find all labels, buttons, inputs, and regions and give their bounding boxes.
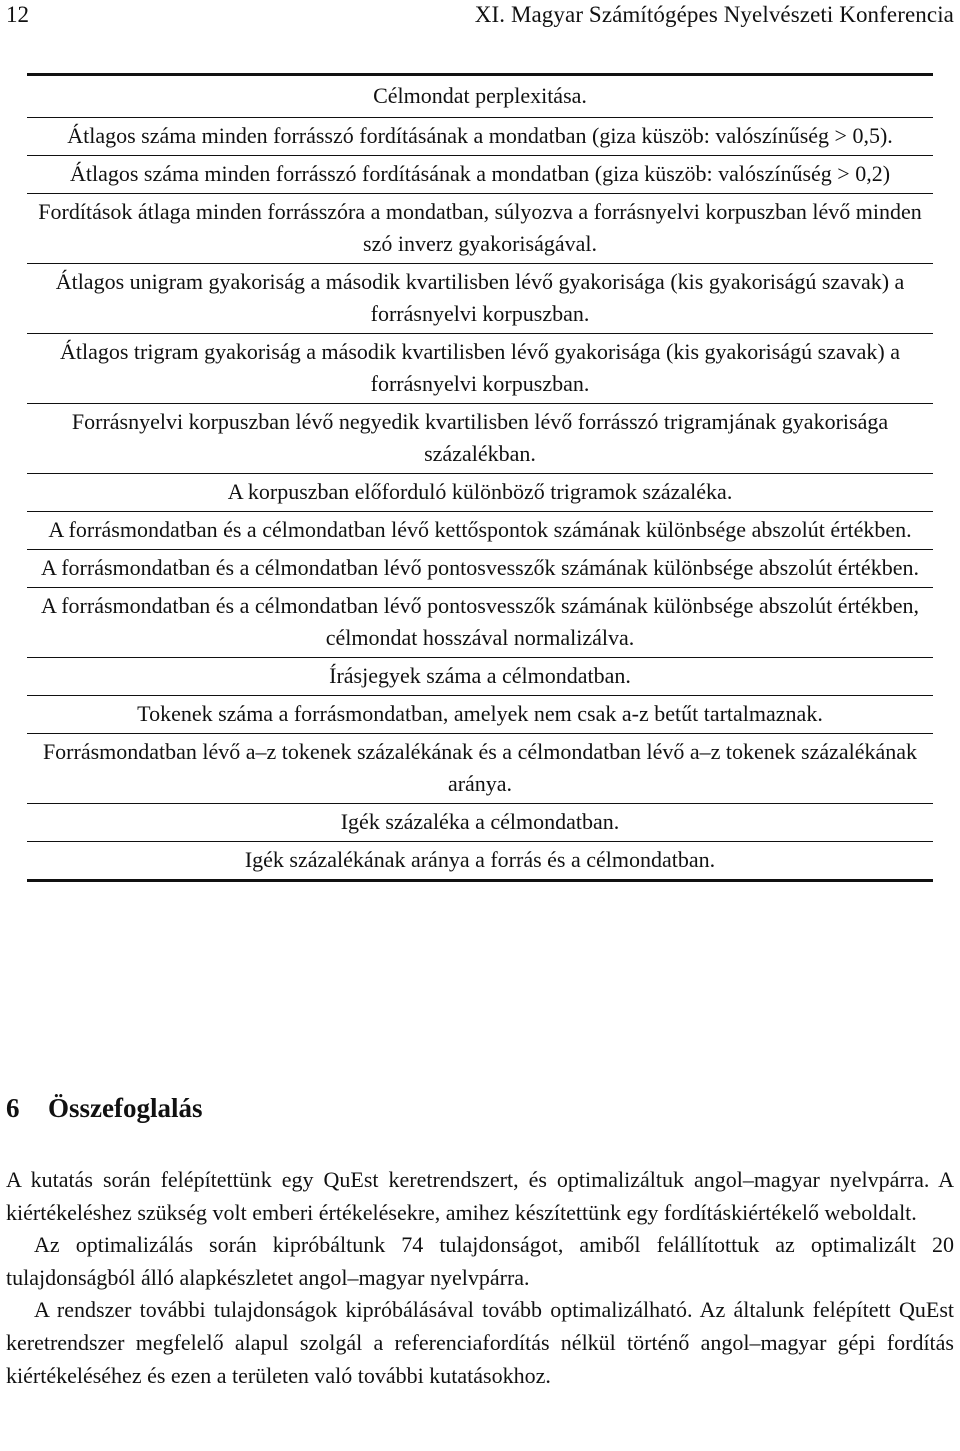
running-header bbox=[6, 0, 954, 34]
table-row: Forrásnyelvi korpuszban lévő negyedik kvartilisben lévő forrásszó trigramjának gyakorisága százalékban. bbox=[27, 404, 933, 474]
section-heading bbox=[6, 1088, 203, 1128]
table-row: Átlagos száma minden forrásszó fordításának a mondatban (giza küszöb: valószínűség > 0,5). bbox=[27, 118, 933, 156]
table-row: Átlagos unigram gyakoriság a második kvartilisben lévő gyakorisága (kis gyakoriságú szavak) a forrásnyelvi korpuszban. bbox=[27, 264, 933, 334]
conference-title: XI. Magyar Számítógépes Nyelvészeti Konferencia bbox=[474, 2, 954, 27]
table-row: Írásjegyek száma a célmondatban. bbox=[27, 658, 933, 696]
table-row: Átlagos trigram gyakoriság a második kvartilisben lévő gyakorisága (kis gyakoriságú szavak) a forrásnyelvi korpuszban. bbox=[27, 334, 933, 404]
feature-table bbox=[27, 73, 933, 882]
paragraph: A rendszer további tulajdonságok kipróbálásával tovább optimalizálható. Az általunk felépített QuEst keretrendszer megfelelő alapul szolgál a referenciafordítás nélkül történő angol–magyar gépi fordítás kiértékeléséhez és ezen a területen való további kutatásokhoz. bbox=[6, 1297, 954, 1388]
table-row: Igék százaléka a célmondatban. bbox=[27, 804, 933, 842]
table-row: Átlagos száma minden forrásszó fordításának a mondatban (giza küszöb: valószínűség > 0,2) bbox=[27, 156, 933, 194]
table-row: Igék százalékának aránya a forrás és a célmondatban. bbox=[27, 842, 933, 882]
table-row: A forrásmondatban és a célmondatban lévő pontosvesszők számának különbsége abszolút értékben. bbox=[27, 550, 933, 588]
table-row: A forrásmondatban és a célmondatban lévő kettőspontok számának különbsége abszolút értékben. bbox=[27, 512, 933, 550]
section-number: 6 bbox=[6, 1093, 20, 1123]
table-row: A forrásmondatban és a célmondatban lévő pontosvesszők számának különbsége abszolút értékben, célmondat hosszával normalizálva. bbox=[27, 588, 933, 658]
summary-body bbox=[6, 1164, 954, 1392]
table-row: A korpuszban előforduló különböző trigramok százaléka. bbox=[27, 474, 933, 512]
section-title: Összefoglalás bbox=[48, 1093, 203, 1123]
table-row: Forrásmondatban lévő a–z tokenek százalékának és a célmondatban lévő a–z tokenek százalékának aránya. bbox=[27, 734, 933, 804]
paragraph: A kutatás során felépítettünk egy QuEst keretrendszert, és optimalizáltuk angol–magyar nyelvpárra. A kiértékeléshez szükség volt emberi értékelésekre, amihez készítettünk egy fordításkiértékelő weboldalt. bbox=[6, 1167, 954, 1225]
table-row: Tokenek száma a forrásmondatban, amelyek nem csak a-z betűt tartalmaznak. bbox=[27, 696, 933, 734]
table-row: Célmondat perplexitása. bbox=[27, 76, 933, 118]
table-row: Fordítások átlaga minden forrásszóra a mondatban, súlyozva a forrásnyelvi korpuszban lévő minden szó inverz gyakoriságával. bbox=[27, 194, 933, 264]
page-number: 12 bbox=[6, 2, 29, 27]
paragraph: Az optimalizálás során kipróbáltunk 74 tulajdonságot, amiből felállítottuk az optimalizált 20 tulajdonságból álló alapkészletet angol–magyar nyelvpárra. bbox=[6, 1232, 954, 1290]
